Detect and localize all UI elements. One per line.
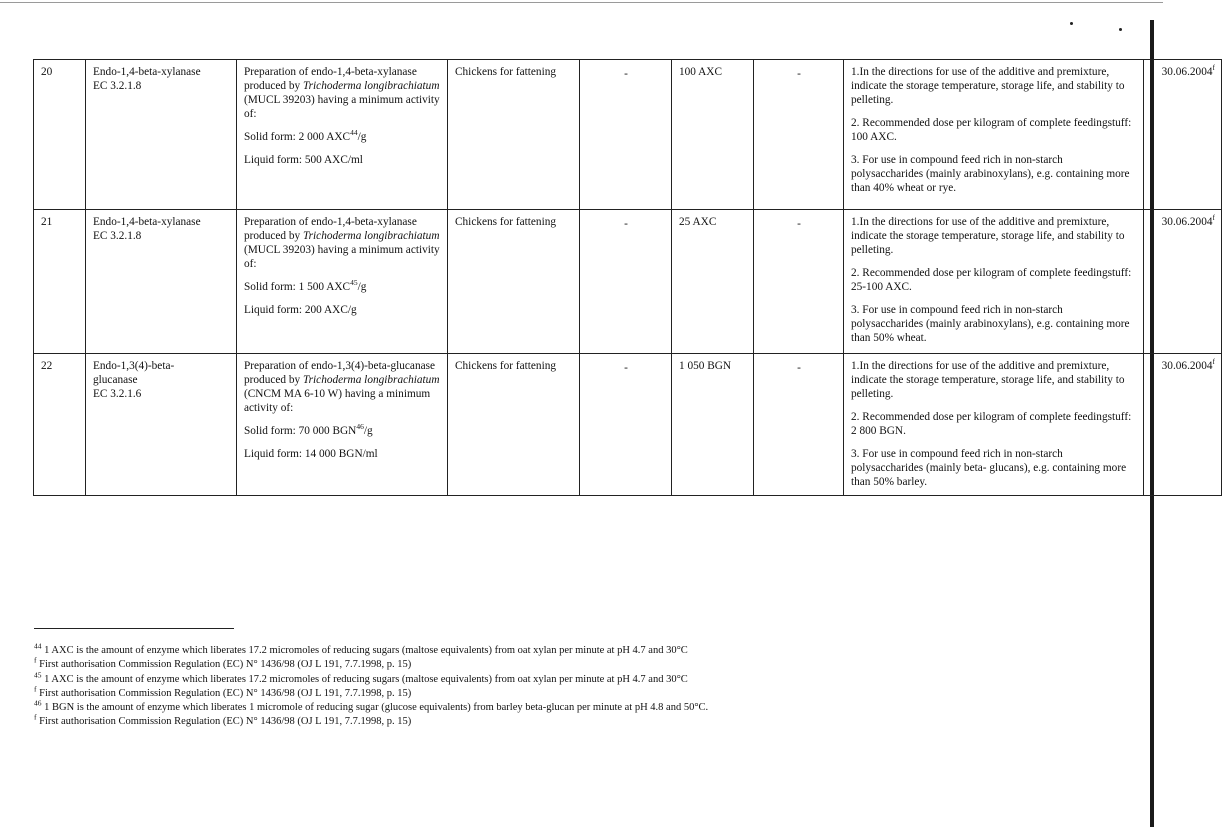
solid-form-unit: /g <box>357 281 367 293</box>
footnote-ref: f <box>1212 357 1215 367</box>
liquid-form-text: Liquid form: 500 AXC/ml <box>244 154 363 166</box>
max-age-value: - <box>624 362 628 374</box>
authorisation-date-cell <box>1144 210 1222 354</box>
entry-number: 22 <box>34 354 86 496</box>
max-age-value: - <box>624 218 628 230</box>
footnote-mark: f <box>34 712 37 722</box>
composition-text: (MUCL 39203) having a minimum activity of: <box>244 94 440 120</box>
substance-cell <box>86 60 237 210</box>
substance-name: Endo-1,3(4)-beta- <box>93 360 175 372</box>
provision-1: 1.In the directions for use of the additive and premixture, indicate the storage temperature, storage life, and stability to pelleting. <box>851 360 1125 400</box>
provision-1: 1.In the directions for use of the additive and premixture, indicate the storage temperature, storage life, and stability to pelleting. <box>851 66 1125 106</box>
max-age-cell <box>580 354 672 496</box>
footnote-text: First authorisation Commission Regulation (EC) N° 1436/98 (OJ L 191, 7.7.1998, p. 15) <box>36 716 412 728</box>
provisions-cell <box>844 60 1144 210</box>
substance-ec-number: EC 3.2.1.6 <box>93 388 142 400</box>
provision-2: 2. Recommended dose per kilogram of complete feedingstuff: 100 AXC. <box>851 117 1132 143</box>
substance-name-cont: glucanase <box>93 374 138 386</box>
substance-ec-number: EC 3.2.1.8 <box>93 80 142 92</box>
max-content-value: - <box>797 218 801 230</box>
footnote <box>34 712 1034 729</box>
solid-form-text: Solid form: 1 500 AXC <box>244 281 351 293</box>
substance-name: Endo-1,4-beta-xylanase <box>93 216 201 228</box>
footnote-mark: 45 <box>34 670 42 680</box>
composition-text: Preparation of endo-1,4-beta-xylanase produced by <box>244 216 417 242</box>
additives-table <box>33 59 1222 496</box>
solid-form-text: Solid form: 70 000 BGN <box>244 425 357 437</box>
min-content-cell: 1 050 BGN <box>672 354 754 496</box>
authorisation-date-cell <box>1144 60 1222 210</box>
solid-form-unit: /g <box>357 131 367 143</box>
footnote-ref: 46 <box>356 422 364 432</box>
solid-form-unit: /g <box>363 425 373 437</box>
composition-cell <box>237 60 448 210</box>
solid-form-text: Solid form: 2 000 AXC <box>244 131 351 143</box>
scan-top-edge <box>0 2 1163 3</box>
max-content-cell <box>754 354 844 496</box>
substance-name: Endo-1,4-beta-xylanase <box>93 66 201 78</box>
footnote <box>34 655 1034 672</box>
max-age-cell <box>580 210 672 354</box>
footnote-text: First authorisation Commission Regulation (EC) N° 1436/98 (OJ L 191, 7.7.1998, p. 15) <box>36 687 412 699</box>
max-content-cell <box>754 210 844 354</box>
composition-text: (CNCM MA 6-10 W) having a minimum activity of: <box>244 388 431 414</box>
footnote-text: First authorisation Commission Regulation (EC) N° 1436/98 (OJ L 191, 7.7.1998, p. 15) <box>36 659 412 671</box>
provision-1: 1.In the directions for use of the additive and premixture, indicate the storage temperature, storage life, and stability to pelleting. <box>851 216 1125 256</box>
composition-cell <box>237 354 448 496</box>
min-content-cell: 25 AXC <box>672 210 754 354</box>
max-age-cell <box>580 60 672 210</box>
provisions-cell <box>844 210 1144 354</box>
substance-ec-number: EC 3.2.1.8 <box>93 230 142 242</box>
footnote <box>34 641 1034 658</box>
provision-3: 3. For use in compound feed rich in non-starch polysaccharides (mainly arabinoxylans), e.g. containing more than 40% wheat or rye. <box>851 154 1130 194</box>
substance-cell <box>86 210 237 354</box>
authorisation-date: 30.06.2004 <box>1161 216 1213 228</box>
max-content-value: - <box>797 68 801 80</box>
max-content-cell <box>754 60 844 210</box>
footnote-mark: f <box>34 655 37 665</box>
footnote-ref: 44 <box>350 128 358 138</box>
footnote-ref: f <box>1212 63 1215 73</box>
footnote-separator <box>34 628 234 629</box>
provisions-cell <box>844 354 1144 496</box>
liquid-form-text: Liquid form: 14 000 BGN/ml <box>244 448 378 460</box>
authorisation-date-cell <box>1144 354 1222 496</box>
footnotes <box>34 641 1034 730</box>
footnote-text: 1 AXC is the amount of enzyme which liberates 17.2 micromoles of reducing sugars (maltose equivalents) from oat xylan per minute at pH 4.7 and 30°C <box>41 645 688 656</box>
composition-text: (MUCL 39203) having a minimum activity of: <box>244 244 440 270</box>
organism-name: Trichoderma longibrachiatum <box>302 374 440 386</box>
composition-text: Preparation of endo-1,4-beta-xylanase produced by <box>244 66 417 92</box>
authorisation-date: 30.06.2004 <box>1161 66 1213 78</box>
footnote-ref: 45 <box>350 278 358 288</box>
species-cell: Chickens for fattening <box>448 60 580 210</box>
composition-cell <box>237 210 448 354</box>
footnote <box>34 698 1034 715</box>
footnote <box>34 670 1034 687</box>
species-cell: Chickens for fattening <box>448 210 580 354</box>
entry-number: 21 <box>34 210 86 354</box>
max-age-value: - <box>624 68 628 80</box>
composition-text: Preparation of endo-1,3(4)-beta-glucanase produced by <box>244 360 436 386</box>
table-row <box>34 60 1222 210</box>
footnote-text: 1 BGN is the amount of enzyme which liberates 1 micromole of reducing sugar (glucose equivalents) from barley beta-glucan per minute at pH 4.8 and 50°C. <box>41 702 709 714</box>
min-content-cell: 100 AXC <box>672 60 754 210</box>
footnote-mark: 44 <box>34 641 42 651</box>
liquid-form-text: Liquid form: 200 AXC/g <box>244 304 357 316</box>
footnote-mark: 46 <box>34 698 42 708</box>
provision-3: 3. For use in compound feed rich in non-starch polysaccharides (mainly arabinoxylans), e.g. containing more than 50% wheat. <box>851 304 1130 344</box>
provision-2: 2. Recommended dose per kilogram of complete feedingstuff: 2 800 BGN. <box>851 411 1132 437</box>
species-cell: Chickens for fattening <box>448 354 580 496</box>
entry-number: 20 <box>34 60 86 210</box>
substance-cell <box>86 354 237 496</box>
table-row <box>34 210 1222 354</box>
table-row <box>34 354 1222 496</box>
organism-name: Trichoderma longibrachiatum <box>302 80 440 92</box>
scan-speck <box>1070 22 1073 25</box>
max-content-value: - <box>797 362 801 374</box>
footnote-ref: f <box>1212 213 1215 223</box>
provision-2: 2. Recommended dose per kilogram of complete feedingstuff: 25-100 AXC. <box>851 267 1132 293</box>
footnote <box>34 684 1034 701</box>
footnote-text: 1 AXC is the amount of enzyme which liberates 17.2 micromoles of reducing sugars (maltose equivalents) from oat xylan per minute at pH 4.7 and 30°C <box>41 673 688 685</box>
footnote-mark: f <box>34 684 37 694</box>
organism-name: Trichoderma longibrachiatum <box>302 230 440 242</box>
provision-3: 3. For use in compound feed rich in non-starch polysaccharides (mainly beta- glucans), e.g. containing more than 50% barley. <box>851 448 1127 488</box>
authorisation-date: 30.06.2004 <box>1161 360 1213 372</box>
scan-speck <box>1119 28 1122 31</box>
